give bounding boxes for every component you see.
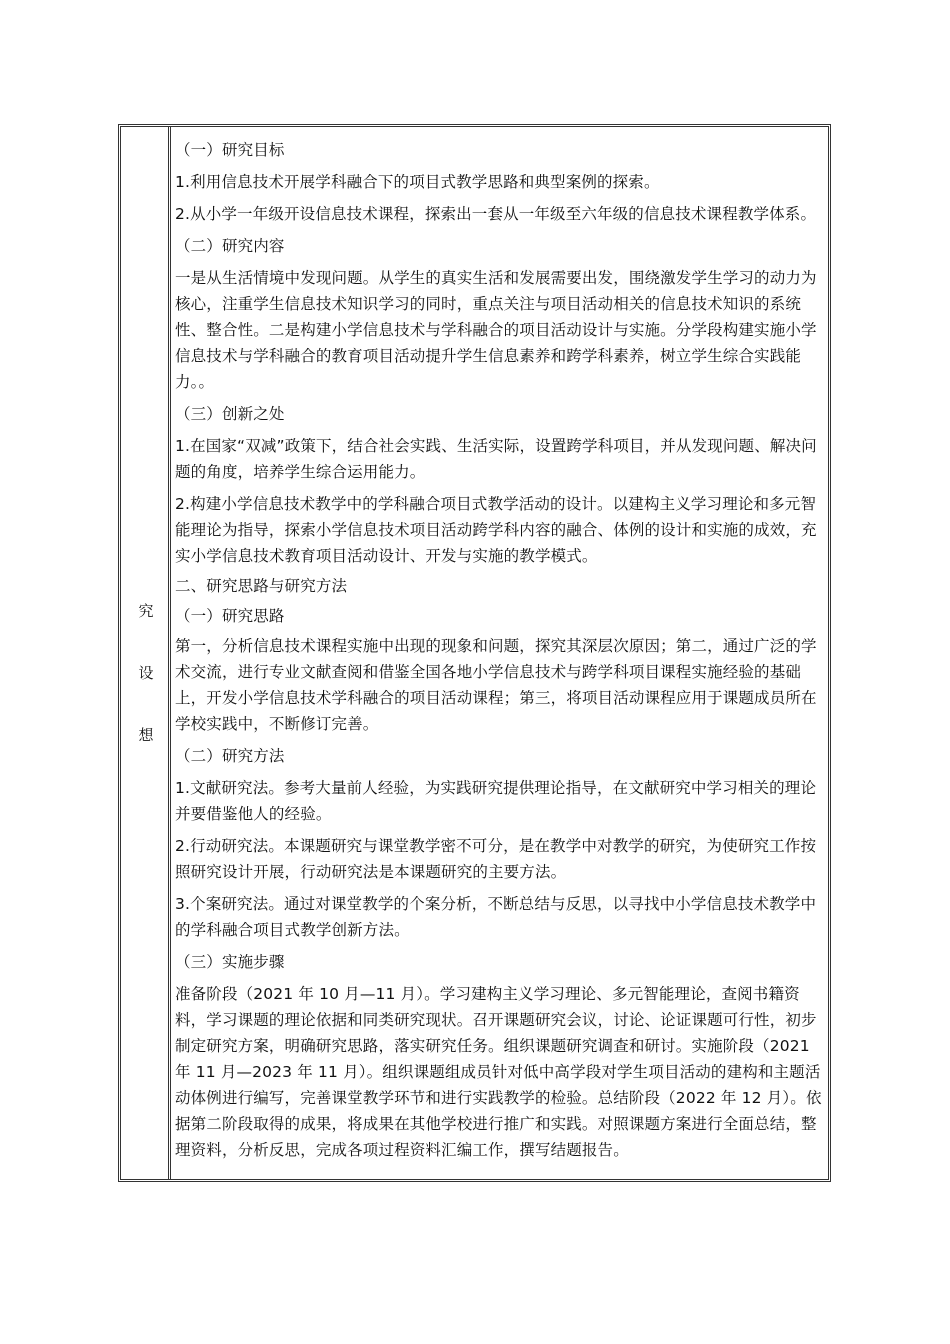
paragraph: 3.个案研究法。通过对课堂教学的个案分析，不断总结与反思，以寻找中小学信息技术教学中的学科融合项目式教学创新方法。 <box>175 895 817 939</box>
section-label-char: 想 <box>138 726 154 744</box>
paragraph: 1.利用信息技术开展学科融合下的项目式教学思路和典型案例的探索。 <box>175 173 660 191</box>
paragraph: 2.从小学一年级开设信息技术课程，探索出一套从一年级至六年级的信息技术课程教学体系。 <box>175 205 817 223</box>
subheading: （二）研究方法 <box>175 747 285 765</box>
section-label-char: 究 <box>138 602 154 620</box>
paragraph: 第一，分析信息技术课程实施中出现的现象和问题，探究其深层次原因；第二，通过广泛的学术交流，进行专业文献查阅和借鉴全国各地小学信息技术与跨学科项目课程实施经验的基础上，开发小学信息技术学科融合的项目活动课程；第三，将项目活动课程应用于课题成员所在学校实践中，不断修订完善。 <box>175 637 817 733</box>
subheading: （三）创新之处 <box>175 405 285 423</box>
paragraph: 1.在国家“双减”政策下，结合社会实践、生活实际，设置跨学科项目，并从发现问题、解决问题的角度，培养学生综合运用能力。 <box>175 437 817 481</box>
section-label-char: 设 <box>138 664 154 682</box>
subheading: （三）实施步骤 <box>175 953 285 971</box>
paragraph: 2.构建小学信息技术教学中的学科融合项目式教学活动的设计。以建构主义学习理论和多元智能理论为指导，探索小学信息技术项目活动跨学科内容的融合、体例的设计和实施的成效，充实小学信息技术教育项目活动设计、开发与实施的教学模式。 <box>175 495 817 565</box>
section-heading: 二、研究思路与研究方法 <box>175 577 348 595</box>
paragraph: 一是从生活情境中发现问题。从学生的真实生活和发展需要出发，围绕激发学生学习的动力为核心，注重学生信息技术知识学习的同时，重点关注与项目活动相关的信息技术知识的系统性、整合性。二是构建小学信息技术与学科融合的项目活动设计与实施。分学段构建实施小学信息技术与学科融合的教育项目活动提升学生信息素养和跨学科素养，树立学生综合实践能力。。 <box>175 269 817 391</box>
subheading: （二）研究内容 <box>175 237 285 255</box>
paragraph: 2.行动研究法。本课题研究与课堂教学密不可分，是在教学中对教学的研究，为使研究工作按照研究设计开展，行动研究法是本课题研究的主要方法。 <box>175 837 817 881</box>
subheading: （一）研究思路 <box>175 607 285 625</box>
section-label-cell <box>121 127 171 1179</box>
subheading: （一）研究目标 <box>175 141 285 159</box>
paragraph: 准备阶段（2021 年 10 月—11 月）。学习建构主义学习理论、多元智能理论，查阅书籍资料，学习课题的理论依据和同类研究现状。召开课题研究会议，讨论、论证课题可行性，初步制定研究方案，明确研究思路，落实研究任务。组织课题研究调查和研讨。实施阶段（2021 年 11 月—2023 年 11 月）。组织课题组成员针对低中高学段对学生项目活动的建构和主题活动体例进行编写，完善课堂教学环节和进行实践教学的检验。总结阶段（2022 年 12 月）。依据第二阶段取得的成果，将成果在其他学校进行推广和实践。对照课题方案进行全面总结，整理资料，分析反思，完成各项过程资料汇编工作，撰写结题报告。 <box>175 985 822 1159</box>
content-cell <box>174 127 828 1179</box>
paragraph: 1.文献研究法。参考大量前人经验，为实践研究提供理论指导，在文献研究中学习相关的理论并要借鉴他人的经验。 <box>175 779 817 823</box>
form-table <box>118 124 831 1182</box>
